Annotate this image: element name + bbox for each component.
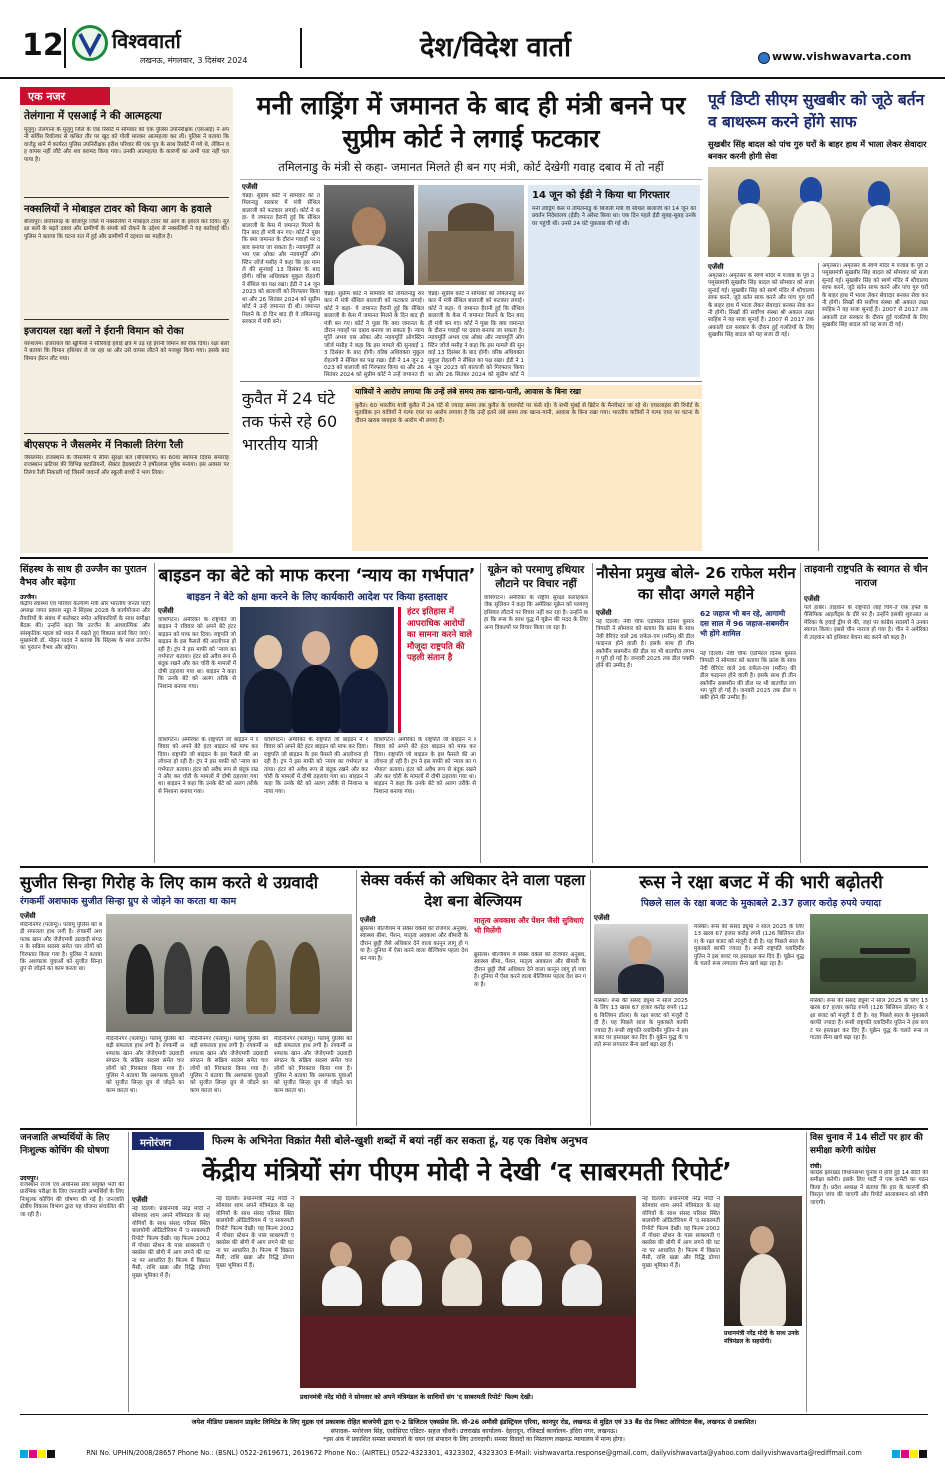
ek-nazar-label: एक नजर	[20, 87, 110, 105]
ukraine-headline[interactable]: यूक्रेन को परमाणु हथियार लौटाने पर विचार नहीं	[487, 564, 585, 590]
navy-headline[interactable]: नौसेना प्रमुख बोले- 26 राफेल मरीन का सौदा अगले महीने	[596, 564, 796, 603]
brief-body-2: बीजापुर। छत्तीसगढ़ के बीजापुर जिले में नक्सलियों ने मोबाइल टावर को आग के हवाले कर दिया। सुरक्षा बलों के बढ़ते दबाव और ग्रामीणों के संपर्क को रोकने के उद्देश्य से नक्सलियों ने यह कार्रवाई की। पुलिस ने बताया कि घटना रात में हुई और ग्रामीणों में दहशत का माहौल है।	[24, 219, 229, 240]
registration-marks-right	[892, 1450, 927, 1458]
sujeet-headline[interactable]: सुजीत सिन्हा गिरोह के लिए काम करते थे उग्रवादी	[20, 873, 319, 892]
sujeet-subheadline: रंगकर्मी अशफाक सुजीत सिन्हा ग्रुप से जोड़ने का करता था काम	[20, 896, 237, 907]
jharkhand-body: कांग्रेस झारखंड विधानसभा चुनाव में हारी हुई 14 सीटों की समीक्षा करेगी। इसके लिए पार्टी ने एक कमेटी का गठन किया है। प्रदेश अध्यक्ष ने बताया कि हार के कारणों की विस्तृत जांच की जाएगी और रिपोर्ट आलाकमान को सौंपी जाएगी।	[810, 1170, 928, 1206]
biden-story	[158, 563, 476, 863]
belgium-body-col1: ब्रुसेल्स। बेल्जियम में सेक्स वर्कर्स को रोजगार अनुबंध, स्वास्थ्य बीमा, पेंशन, मातृत्व अवकाश और बीमारी के दौरान छुट्टी जैसे अधिकार देने वाला कानून लागू हो गया है। दुनिया में ऐसा करने वाला बेल्जियम पहला देश बन गया है।	[360, 926, 468, 962]
imprint-line-1: जयेश मीडिया प्रकाशन प्राइवेट लिमिटेड के लिए मुद्रक एवं प्रकाशक रोहित बाजपेयी द्वारा ए-2 डिजिटल एक्सप्रेस लि. सी-26 अमौसी इंडस्ट्रियल एरिया, कानपुर रोड, लखनऊ से मुद्रित एवं 33 बैंड रोड निकट ओरियंटल बैंक, लखनऊ से प्रकाशित।	[191, 1418, 757, 1426]
taiwan-story	[804, 563, 928, 863]
sujeet-body-col2: मेदिनीनगर (पलामू)। पलामू पुलिस को बड़ी सफलता हाथ लगी है। रंगकर्मी अशफाक खान और जेजेएमपी उग्रवादी संगठन के सक्रिय सदस्य समेत चार लोगों को गिरफ्तार किया गया है। पुलिस ने बताया कि अशफाक युवाओं को सुजीत सिन्हा ग्रुप से जोड़ने का काम करता था।	[106, 1036, 184, 1094]
brief-headline-4: बीएसएफ ने जैसलमेर में निकाली तिरंगा रैली	[24, 440, 184, 451]
tribal-headline[interactable]: जनजाति अभ्यर्थियों के लिए निःशुल्क कोचिंग की घोषणा	[20, 1133, 110, 1156]
navy-quote: 62 जहाज भी बन रहे, आगामी दस साल में 96 जहाज-सबमरीन भी होंगे शामिल	[700, 609, 789, 638]
russia-body-col3: मास्को। रूस की संसद ड्यूमा ने साल 2025 के लिए 13 खरब 67 हजार करोड़ रुपये (126 बिलियन डॉलर) के रक्षा बजट को मंजूरी दे दी है। यह पिछले साल के मुकाबले काफी ज्यादा है। रूसी राष्ट्रपति व्लादिमीर पुतिन ने इस बजट पर हस्ताक्षर कर दिए हैं। यूक्रेन युद्ध के चलते रूस लगातार सैन्य खर्च बढ़ा रहा है।	[810, 998, 928, 1042]
arrest-photo	[106, 914, 352, 1032]
sukhbir-headline[interactable]: पूर्व डिप्टी सीएम सुखबीर को जूठे बर्तन व बाथरूम करने होंगे साफ	[708, 91, 925, 131]
paper-name: विश्ववार्ता	[112, 29, 181, 53]
brief-headline-3: इजरायल रक्षा बलों ने ईरानी विमान को रोका	[24, 326, 184, 337]
brief-headline-1: तेलंगाना में एसआई ने की आत्महत्या	[24, 110, 162, 122]
sabarmati-story	[132, 1132, 802, 1412]
sujeet-body-col4: मेदिनीनगर (पलामू)। पलामू पुलिस को बड़ी सफलता हाथ लगी है। रंगकर्मी अशफाक खान और जेजेएमपी उग्रवादी संगठन के सक्रिय सदस्य समेत चार लोगों को गिरफ्तार किया गया है। पुलिस ने बताया कि अशफाक युवाओं को सुजीत सिन्हा ग्रुप से जोड़ने का काम करता था।	[274, 1036, 352, 1094]
kuwait-strap: यात्रियों ने आरोप लगाया कि उन्हें लंबे समय तक खाना-पानी, आवास के बिना रखा	[352, 385, 702, 399]
lead-body-col1: चेन्नई। सुप्रीम कोर्ट ने सोमवार को तमिलनाडु सरकार में मंत्री सेंथिल बालाजी को फटकार लगाई। कोर्ट ने कहा- ये जमानत हैरानी हुई कि सेंथिल बालाजी के केस में जमानत मिलने के दिन बाद ही मंत्री बन गए। कोर्ट ने पूछा कि क्या जमानत के दौरान गवाहों पर दबाव बनाया जा सकता है। न्यायमूर्ति अभय एस ओका और न्यायमूर्ति ऑगस्टिन जॉर्ज मसीह ने कहा कि इस मामले की सुनवाई 13 दिसंबर के बाद होगी। वरिष्ठ अधिवक्ता मुकुल रोहतगी ने सेंथिल का पक्ष रखा। ईडी ने 14 जून 2023 को बालाजी को गिरफ्तार किया था और 26 सितंबर 2024 को सुप्रीम कोर्ट ने उन्हें जमानत दी थी। जमानत मिलने के दो दिन बाद ही वे तमिलनाडु सरकार में मंत्री बने।	[242, 193, 320, 325]
ek-nazar-column	[20, 87, 233, 553]
masthead-divider	[64, 28, 66, 68]
lead-body-col3: चेन्नई। सुप्रीम कोर्ट ने सोमवार को तमिलनाडु सरकार में मंत्री सेंथिल बालाजी को फटकार लगाई। कोर्ट ने कहा- ये जमानत हैरानी हुई कि सेंथिल बालाजी के केस में जमानत मिलने के दिन बाद ही मंत्री बन गए। कोर्ट ने पूछा कि क्या जमानत के दौरान गवाहों पर दबाव बनाया जा सकता है। न्यायमूर्ति अभय एस ओका और न्यायमूर्ति ऑगस्टिन जॉर्ज मसीह ने कहा कि इस मामले की सुनवाई 13 दिसंबर के बाद होगी। वरिष्ठ अधिवक्ता मुकुल रोहतगी ने सेंथिल का पक्ष रखा। ईडी ने 14 जून 2023 को बालाजी को गिरफ्तार किया था और 26 सितंबर 2024 को सुप्रीम कोर्ट ने	[428, 291, 524, 379]
sukhbir-body-col1: अमृतसर। अमृतसर के स्वर्ण मंदिर में पंजाब के पूर्व उपमुख्यमंत्री सुखबीर सिंह बादल को सोमवार को सजा सुनाई गई। सुखबीर सिंह को स्वर्ण मंदिर में शौचालय साफ करने, जूठे बर्तन साफ करने और पांच गुरु घरों के बाहर हाथ में भाला लेकर सेवादार बनकर सेवा करनी होगी। सिखों की सर्वोच्च संस्था श्री अकाल तख्त साहिब ने यह सजा सुनाई है। 2007 से 2017 तक अकाली दल सरकार के दौरान हुई गलतियों के लिए सुखबीर सिंह बादल को यह सजा दी गई।	[708, 273, 814, 339]
russia-body-col1: मास्को। रूस की संसद ड्यूमा ने साल 2025 के लिए 13 खरब 67 हजार करोड़ रुपये (126 बिलियन डॉलर) के रक्षा बजट को मंजूरी दे दी है। यह पिछले साल के मुकाबले काफी ज्यादा है। रूसी राष्ट्रपति व्लादिमीर पुतिन ने इस बजट पर हस्ताक्षर कर दिए हैं। यूक्रेन युद्ध के चलते रूस लगातार सैन्य खर्च बढ़ा रहा है।	[594, 998, 688, 1049]
belgium-byline: एजेंसी	[360, 916, 376, 924]
masthead-divider-2	[300, 28, 302, 68]
biden-subheadline: बाइडन ने बेटे को क्षमा करने के लिए कार्यकारी आदेश पर किया हस्ताक्षर	[186, 592, 448, 603]
sujeet-body-col1: मेदिनीनगर (पलामू)। पलामू पुलिस को बड़ी सफलता हाथ लगी है। रंगकर्मी अशफाक खान और जेजेएमपी उग्रवादी संगठन के सक्रिय सदस्य समेत चार लोगों को गिरफ्तार किया गया है। पुलिस ने बताया कि अशफाक युवाओं को सुजीत सिन्हा ग्रुप से जोड़ने का काम करता था।	[20, 922, 102, 973]
tribal-byline: उदयपुर।	[20, 1175, 39, 1182]
navy-byline: एजेंसी	[596, 609, 612, 617]
sukhbir-story	[708, 87, 928, 553]
ed-box-title: 14 जून को ईडी ने किया था गिरफ्तार	[532, 190, 670, 201]
taiwan-body: पर्ल हार्बर। ताइवान के राष्ट्रपति लाई चिंग-ते एक हफ्ते के पैसिफिक आइलैंड्स के दौरे पर हैं। उन्होंने इसकी शुरुआत अमेरिका के हवाई द्वीप से की, जहां पर कांग्रेस सदस्यों ने उनका स्वागत किया। इससे चीन नाराज हो गया है। चीन ने अमेरिका से ताइवान को हथियार बेचना बंद करने को कहा है।	[804, 605, 928, 641]
sujeet-body-col3: मेदिनीनगर (पलामू)। पलामू पुलिस को बड़ी सफलता हाथ लगी है। रंगकर्मी अशफाक खान और जेजेएमपी उग्रवादी संगठन के सक्रिय सदस्य समेत चार लोगों को गिरफ्तार किया गया है। पुलिस ने बताया कि अशफाक युवाओं को सुजीत सिन्हा ग्रुप से जोड़ने का काम करता था।	[190, 1036, 268, 1094]
belgium-body-col2: ब्रुसेल्स। बेल्जियम में सेक्स वर्कर्स को रोजगार अनुबंध, स्वास्थ्य बीमा, पेंशन, मातृत्व अवकाश और बीमारी के दौरान छुट्टी जैसे अधिकार देने वाला कानून लागू हो गया है। दुनिया में ऐसा करने वाला बेल्जियम पहला देश बन गया है।	[474, 952, 586, 988]
sujeet-story	[20, 870, 352, 1126]
russia-headline[interactable]: रूस ने रक्षा बजट में की भारी बढ़ोतरी	[639, 872, 883, 893]
dateline: लखनऊ, मंगलवार, 3 दिसंबर 2024	[140, 56, 248, 65]
sabarmati-body-col1: नई दिल्ली। प्रधानमंत्री नरेंद्र मोदी ने सोमवार शाम अपने मंत्रिमंडल के सहयोगियों के साथ संसद परिसर स्थित बालयोगी ऑडिटोरियम में 'द साबरमती रिपोर्ट' फिल्म देखी। यह फिल्म 2002 में गोधरा स्टेशन के पास साबरमती एक्सप्रेस की बोगी में आग लगने की घटना पर आधारित है। फिल्म में विक्रांत मैसी, राशि खन्ना और रिद्धि डोगरा मुख्य भूमिका में हैं।	[132, 1206, 210, 1279]
lead-body-col2: चेन्नई। सुप्रीम कोर्ट ने सोमवार को तमिलनाडु सरकार में मंत्री सेंथिल बालाजी को फटकार लगाई। कोर्ट ने कहा- ये जमानत हैरानी हुई कि सेंथिल बालाजी के केस में जमानत मिलने के दिन बाद ही मंत्री बन गए। कोर्ट ने पूछा कि क्या जमानत के दौरान गवाहों पर दबाव बनाया जा सकता है। न्यायमूर्ति अभय एस ओका और न्यायमूर्ति ऑगस्टिन जॉर्ज मसीह ने कहा कि इस मामले की सुनवाई 13 दिसंबर के बाद होगी। वरिष्ठ अधिवक्ता मुकुल रोहतगी ने सेंथिल का पक्ष रखा। ईडी ने 14 जून 2023 को बालाजी को गिरफ्तार किया था और 26 सितंबर 2024 को सुप्रीम कोर्ट ने उन्हें जमानत दी	[324, 291, 424, 379]
sujeet-byline: एजेंसी	[20, 912, 36, 920]
biden-body-col3: वाशिंगटन। अमेरिका के राष्ट्रपति जो बाइडन ने रविवार को अपने बेटे हंटर बाइडन को माफ कर दिया। राष्ट्रपति जो बाइडन के इस फैसले की आलोचना हो रही है। ट्रंप ने इस माफी को 'न्याय का गर्भपात' बताया। हंटर को अवैध रूप से बंदूक रखने और कर चोरी के मामलों में दोषी ठहराया गया था। बाइडन ने कहा कि उनके बेटे को अलग तरीके से निशाना बनाया गया।	[264, 737, 368, 795]
lead-subheadline: तमिलनाडु के मंत्री से कहा- जमानत मिलते ही बन गए मंत्री, कोर्ट देखेगी गवाह दबाव में तो नहीं	[278, 160, 664, 174]
globe-icon	[758, 52, 770, 64]
paper-logo-icon	[72, 25, 108, 61]
tribal-body: राजस्थान राज्य एवं अधीनस्थ सेवा संयुक्त भर्ती की प्रारंभिक परीक्षा के लिए जनजाति अभ्यर्थियों के लिए निःशुल्क कोचिंग की घोषणा की गई है। जनजाति क्षेत्रीय विकास विभाग द्वारा यह योजना संचालित की जा रही है।	[20, 1182, 124, 1218]
belgium-headline[interactable]: सेक्स वर्कर्स को अधिकार देने वाला पहला देश बना बेल्जियम	[360, 871, 586, 910]
contact-line: RNI No. UPHIN/2008/28657 Phone No.: (BSNL) 0522-2619671, 2619672 Phone No.: (AIRTEL) 0522-4323301, 4323302, 4323303 E-Mail: vishwavarta.response@gmail.com, dailyvishwavarta@yahoo.com dailyvishwavarta@rediffmail.com	[86, 1449, 862, 1457]
belgium-quote: मातृत्व अवकाश और पेंशन जैसी सुविधाएं भी मिलेंगी	[474, 916, 584, 935]
photo-caption-1: प्रधानमंत्री नरेंद्र मोदी ने सोमवार को अपने मंत्रिमंडल के साथियों संग 'द साबरमती रिपोर्ट' फिल्म देखी।	[300, 1393, 534, 1401]
senthil-balaji-photo	[324, 185, 414, 285]
navy-story	[596, 563, 796, 863]
sukhbir-body-col2: अमृतसर। अमृतसर के स्वर्ण मंदिर में पंजाब के पूर्व उपमुख्यमंत्री सुखबीर सिंह बादल को सोमवार को सजा सुनाई गई। सुखबीर सिंह को स्वर्ण मंदिर में शौचालय साफ करने, जूठे बर्तन साफ करने और पांच गुरु घरों के बाहर हाथ में भाला लेकर सेवादार बनकर सेवा करनी होगी। सिखों की सर्वोच्च संस्था श्री अकाल तख्त साहिब ने यह सजा सुनाई है। 2007 से 2017 तक अकाली दल सरकार के दौरान हुई गलतियों के लिए सुखबीर सिंह बादल को यह सजा दी गई।	[822, 263, 928, 329]
imprint-line-3: *इस अंक में प्रकाशित समस्त समाचारों के चयन एवं संपादन के लिए उत्तरदायी। समस्त विवादों का निस्तारण लखनऊ न्यायालय में मान्य होगा।	[323, 1436, 625, 1443]
ed-box	[528, 185, 700, 377]
entertainment-kicker: मनोरंजन	[132, 1132, 204, 1150]
biden-body-col1: वाशिंगटन। अमेरिका के राष्ट्रपति जो बाइडन ने रविवार को अपने बेटे हंटर बाइडन को माफ कर दिया। राष्ट्रपति जो बाइडन के इस फैसले की आलोचना हो रही है। ट्रंप ने इस माफी को 'न्याय का गर्भपात' बताया। हंटर को अवैध रूप से बंदूक रखने और कर चोरी के मामलों में दोषी ठहराया गया था। बाइडन ने कहा कि उनके बेटे को अलग तरीके से निशाना बनाया गया।	[158, 617, 236, 690]
registration-marks-left	[20, 1450, 55, 1458]
brief-body-1: मुलुगु। तेलंगाना के मुलुगु जिले के एक रिसॉर्ट में सोमवार को एक पुलिस उपनिरीक्षक (एसआई) ने अपनी सर्विस रिवॉल्वर से कथित तौर पर खुद को गोली मारकर आत्महत्या कर ली। पुलिस ने बताया कि वाजेडु थाने में कार्यरत पुलिस उपनिरीक्षक हरीश परिवार की एक पुत्र के साथ रिसॉर्ट में गये थे, लेकिन वह वापस नहीं लौटे और शव बरामद किया गया। उनकी आत्महत्या के कारणों का अभी पता नहीं चल पाया है।	[24, 127, 229, 163]
brief-body-3: यरुशलम। इजरायल की खुफिया ने सीरियाई हवाई क्षेत्र में उड़ रहे ईरानी विमान को रोक दिया। रक्षा बलों ने बताया कि विमान हथियार ले जा रहा था और उसे वापस लौटने को मजबूर किया गया। इसके बाद विमान ईरान लौट गया।	[24, 341, 229, 362]
page-number: 12	[22, 28, 64, 63]
sukhbir-byline: एजेंसी	[708, 263, 724, 271]
sabarmati-strap: फिल्म के अभिनेता विक्रांत मैसी बोले-खुशी शब्दों में बयां नहीं कर सकता हूं, यह एक विशेष अनुभव	[212, 1135, 588, 1147]
putin-photo	[594, 924, 688, 994]
belgium-story	[360, 870, 586, 1126]
russia-story	[594, 870, 928, 1126]
ujjain-story	[20, 563, 150, 863]
ujjain-headline[interactable]: सिंहस्थ के साथ ही उज्जैन का पुरातन वैभव और बढ़ेगा	[20, 564, 147, 588]
pm-modi-cinema-photo	[300, 1196, 636, 1388]
biden-body-col2: वाशिंगटन। अमेरिका के राष्ट्रपति जो बाइडन ने रविवार को अपने बेटे हंटर बाइडन को माफ कर दिया। राष्ट्रपति जो बाइडन के इस फैसले की आलोचना हो रही है। ट्रंप ने इस माफी को 'न्याय का गर्भपात' बताया। हंटर को अवैध रूप से बंदूक रखने और कर चोरी के मामलों में दोषी ठहराया गया था। बाइडन ने कहा कि उनके बेटे को अलग तरीके से निशाना बनाया गया।	[158, 737, 258, 795]
sabarmati-body-col3: नई दिल्ली। प्रधानमंत्री नरेंद्र मोदी ने सोमवार शाम अपने मंत्रिमंडल के सहयोगियों के साथ संसद परिसर स्थित बालयोगी ऑडिटोरियम में 'द साबरमती रिपोर्ट' फिल्म देखी। यह फिल्म 2002 में गोधरा स्टेशन के पास साबरमती एक्सप्रेस की बोगी में आग लगने की घटना पर आधारित है। फिल्म में विक्रांत मैसी, राशि खन्ना और रिद्धि डोगरा मुख्य भूमिका में हैं।	[642, 1196, 720, 1269]
navy-body-col1: नई दिल्ली। नेवी चीफ एडमिरल दिनेश कुमार त्रिपाठी ने सोमवार को बताया कि फ्रांस के साथ नेवी वेरिएंट वाले 26 राफेल-एम (मरीन) की डील फाइनल होने वाली है। इसके साथ ही तीन स्कॉर्पीन सबमरीन की डील पर भी बातचीत लगभग पूरी हो गई है। जनवरी 2025 तक डील पक्की होने की उम्मीद है।	[596, 619, 694, 670]
biden-body-col4: वाशिंगटन। अमेरिका के राष्ट्रपति जो बाइडन ने रविवार को अपने बेटे हंटर बाइडन को माफ कर दिया। राष्ट्रपति जो बाइडन के इस फैसले की आलोचना हो रही है। ट्रंप ने इस माफी को 'न्याय का गर्भपात' बताया। हंटर को अवैध रूप से बंदूक रखने और कर चोरी के मामलों में दोषी ठहराया गया था। बाइडन ने कहा कि उनके बेटे को अलग तरीके से निशाना बनाया गया।	[374, 737, 476, 795]
sabarmati-body-col2: नई दिल्ली। प्रधानमंत्री नरेंद्र मोदी ने सोमवार शाम अपने मंत्रिमंडल के सहयोगियों के साथ संसद परिसर स्थित बालयोगी ऑडिटोरियम में 'द साबरमती रिपोर्ट' फिल्म देखी। यह फिल्म 2002 में गोधरा स्टेशन के पास साबरमती एक्सप्रेस की बोगी में आग लगने की घटना पर आधारित है। फिल्म में विक्रांत मैसी, राशि खन्ना और रिद्धि डोगरा मुख्य भूमिका में हैं।	[216, 1196, 294, 1269]
imprint-line-2: संपादक- मनोरंजन सिंह, एसोसिएट एडिटर- सहज चौधरी। उत्तराखंड कार्यालय- देहरादून, रजिस्टर्ड कार्यालय- इंदिरा नगर, लखनऊ।	[330, 1428, 618, 1435]
brief-body-4: जैसलमेर। राजस्थान के जैसलमेर में सीमा सुरक्षा बल (बीएसएफ) का 60वां स्थापना दिवस समारोह राजस्थान फ्रंटियर की विभिन्न बटालियनों, सेक्टर हेडक्वार्टर ने हर्षोल्लास पूर्वक मनाया। इस अवसर पर तिरंगा रैली निकाली गई जिसमें जवानों और स्कूली बच्चों ने भाग लिया।	[24, 455, 229, 476]
supreme-court-photo	[418, 185, 524, 285]
biden-photo	[240, 607, 394, 733]
navy-body-col2: नई दिल्ली। नेवी चीफ एडमिरल दिनेश कुमार त्रिपाठी ने सोमवार को बताया कि फ्रांस के साथ नेवी वेरिएंट वाले 26 राफेल-एम (मरीन) की डील फाइनल होने वाली है। इसके साथ ही तीन स्कॉर्पीन सबमरीन की डील पर भी बातचीत लगभग पूरी हो गई है। जनवरी 2025 तक डील पक्की होने की उम्मीद है।	[700, 651, 796, 702]
lead-story	[240, 87, 702, 553]
section-title: देश/विदेश वार्ता	[420, 32, 572, 63]
lead-byline: एजेंसी	[242, 183, 258, 191]
russia-byline: एजेंसी	[594, 914, 610, 922]
military-photo	[810, 914, 928, 994]
kuwait-body: कुवैत। 60 भारतीय यात्री कुवैत में 24 घंटे से ज्यादा समय तक कुवैत के एयरपोर्ट पर फंसे रहे। वे सभी मुंबई से ब्रिटेन के मैनचेस्टर जा रहे थे। एयरलाइंस की रिपोर्ट के मुताबिक इन यात्रियों ने गल्फ एयर पर आरोप लगाया है कि उन्हें इतने लंबे समय तक खाना-पानी, आवास के बिना रखा गया। भारतीय यात्रियों ने गल्फ एयर पर घटना के दौरान खराब व्यवहार के आरोप भी लगाए हैं।	[352, 401, 702, 551]
biden-headline[interactable]: बाइडन का बेटे को माफ करना ‘न्याय का गर्भपात’	[158, 566, 476, 586]
ukraine-body: वाशिंगटन। अमेरिका के राष्ट्रीय सुरक्षा सलाहकार जेक सुलिवन ने कहा कि अमेरिका यूक्रेन को परमाणु हथियार लौटाने पर विचार नहीं कर रहा है। उन्होंने कहा कि रूस के साथ युद्ध में यूक्रेन की मदद के लिए अन्य विकल्पों पर विचार किया जा रहा है।	[484, 595, 588, 631]
ujjain-body: केंद्रीय स्वास्थ्य एवं परिवार कल्याण मंत्री और भारतीय जनता पार्टी अध्यक्ष जगत प्रकाश नड्डा ने सिंहस्थ 2028 के कार्ययोजना और तैयारियों के संबंध में कलेक्टर समेत अधिकारियों के साथ समीक्षा बैठक की। उन्होंने कहा कि उज्जैन के आध्यात्मिक और सांस्कृतिक महत्व को ध्यान में रखते हुए विकास कार्य किए जाएं। मुख्यमंत्री डॉ. मोहन यादव ने बताया कि सिंहस्थ के साथ उज्जैन का पुरातन वैभव और बढ़ेगा।	[20, 601, 150, 652]
ed-box-body: मनी लॉड्रिंग केस में तमिलनाडु के बिजली मंत्री वी सेंथिल बालाजी को 14 जून को प्रवर्तन निदेशालय (ईडी) ने अरेस्ट किया था। एक दिन पहले ईडी सुबह-सुबह उनके घर पहुंची थी। उनसे 24 घंटे पूछताछ की गई थी।	[532, 206, 696, 227]
biden-byline: एजेंसी	[158, 607, 174, 615]
photo-caption-2: प्रधानमंत्री नरेंद्र मोदी के साथ उनके मंत्रिमंडल के सहयोगी।	[724, 1330, 800, 1345]
sukhbir-photo	[708, 167, 928, 257]
ukraine-story	[484, 563, 588, 863]
russia-subheadline: पिछले साल के रक्षा बजट के मुकाबले 2.37 हजार करोड़ रुपये ज्यादा	[641, 898, 881, 909]
jharkhand-story	[810, 1132, 928, 1412]
sukhbir-subheadline: सुखबीर सिंह बादल को पांच गुरु घरों के बाहर हाथ में भाला लेकर सेवादार बनकर करनी होगी सेवा	[708, 139, 927, 161]
lead-headline[interactable]: मनी लाड्रिंग में जमानत के बाद ही मंत्री बनने पर सुप्रीम कोर्ट ने लगाई फटकार	[256, 91, 686, 153]
jharkhand-byline: रांची।	[810, 1163, 822, 1170]
sabarmati-byline: एजेंसी	[132, 1196, 148, 1204]
jharkhand-headline[interactable]: विस चुनाव में 14 सीटों पर हार की समीक्षा करेगी कांग्रेस	[810, 1133, 923, 1156]
tribal-coaching-story	[20, 1132, 124, 1412]
taiwan-byline: एजेंसी	[804, 595, 820, 603]
ujjain-byline: उज्जैन।	[20, 594, 37, 601]
sabarmati-headline[interactable]: केंद्रीय मंत्रियों संग पीएम मोदी ने देखी ‘द साबरमती रिपोर्ट’	[202, 1157, 732, 1186]
biden-quote: हंटर इतिहास में आपराधिक आरोपों का सामना करने वाले मौजूदा राष्ट्रपति की पहली संतान है	[398, 607, 476, 733]
taiwan-headline[interactable]: ताइवानी राष्ट्रपति के स्वागत से चीन नाराज	[804, 564, 928, 589]
modi-second-photo	[724, 1196, 802, 1326]
brief-headline-2: नक्सलियों ने मोबाइल टावर को किया आग के हवाले	[24, 204, 212, 215]
kuwait-headline[interactable]: कुवैत में 24 घंटे तक फंसे रहे 60 भारतीय यात्री	[242, 389, 338, 454]
website[interactable]: www.vishwavarta.com	[772, 50, 912, 63]
russia-body-col2: मास्को। रूस की संसद ड्यूमा ने साल 2025 के लिए 13 खरब 67 हजार करोड़ रुपये (126 बिलियन डॉलर) के रक्षा बजट को मंजूरी दे दी है। यह पिछले साल के मुकाबले काफी ज्यादा है। रूसी राष्ट्रपति व्लादिमीर पुतिन ने इस बजट पर हस्ताक्षर कर दिए हैं। यूक्रेन युद्ध के चलते रूस लगातार सैन्य खर्च बढ़ा रहा है।	[694, 924, 804, 968]
